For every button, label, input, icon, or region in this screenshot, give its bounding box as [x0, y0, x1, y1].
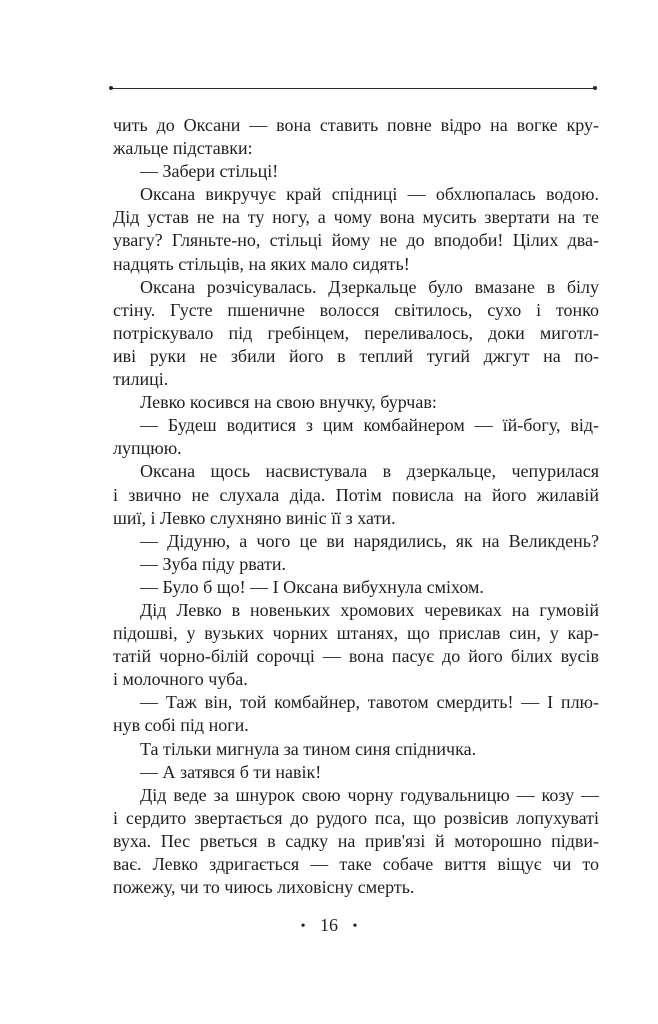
text-line: Дід Левко в новеньких хромових черевиках на гумовій	[140, 599, 599, 620]
text-line: — Таж він, той комбайнер, тавотом смердить! — І плю-	[140, 692, 599, 713]
page-number-bullet-right: •	[352, 919, 358, 934]
text-line: — А затявся б ти навік!	[140, 761, 322, 782]
text-line: — Будеш водитися з цим комбайнером — їй-богу, від-	[140, 415, 599, 436]
body-text	[113, 114, 599, 899]
text-line: Оксана викручує край спідниці — обхлюпалась водою.	[140, 184, 599, 205]
text-line: — Дідуню, а чого це ви нарядились, як на Великдень?	[140, 530, 599, 551]
text-line: тилиці.	[113, 369, 169, 390]
page-number: 16	[320, 915, 338, 935]
text-line: і звично не слухала діда. Потім повисла на його жилавій	[113, 484, 599, 505]
text-line: татій чорно-білій сорочці — вона пасує до його білих вусів	[113, 646, 599, 667]
text-line: Левко косився на свою внучку, бурчав:	[140, 392, 437, 413]
text-line: стіну. Густе пшеничне волосся світилось, сухо і тонко	[113, 299, 599, 320]
text-line: ває. Левко здригається — таке собаче виття віщує чи то	[113, 854, 599, 874]
text-line: шиї, і Левко слухняно виніс її з хати.	[113, 507, 396, 528]
text-line: иві руки не збили його в теплий тугий джгут на по-	[113, 345, 599, 366]
text-line: жальце підставки:	[113, 138, 253, 159]
text-line: нув собі під ноги.	[113, 715, 249, 736]
text-line: потріскувало під гребінцем, переливалось, доки миготл-	[113, 322, 599, 343]
page-footer	[0, 913, 658, 939]
text-line: надцять стільців, на яких мало сидять!	[113, 253, 410, 274]
text-line: підошві, у вузьких чорних штанях, що прислав син, у кар-	[113, 623, 599, 644]
text-line: — Зуба піду рвати.	[140, 553, 287, 574]
text-line: Оксана щось насвистувала в дзеркальце, чепурилася	[140, 461, 599, 482]
text-line: чить до Оксани — вона ставить повне відро на вогке кру-	[113, 115, 599, 135]
text-line: лупцюю.	[113, 438, 182, 459]
text-line: увагу? Гляньте-но, стільці йому не до вподоби! Цілих два-	[113, 230, 599, 251]
text-line: пожежу, чи то чиюсь лиховісну смерть.	[113, 877, 415, 898]
text-line: — Забери стільці!	[140, 161, 279, 182]
header-rule-right-dot	[593, 86, 597, 90]
text-line: — Було б що! — І Оксана вибухнула сміхом.	[140, 576, 484, 597]
page-number-bullet-left: •	[300, 919, 306, 934]
text-line: вуха. Пес рветься в садку на прив'язі й моторошно підви-	[113, 830, 599, 851]
text-line: Оксана розчісувалась. Дзеркальце було вмазане в білу	[140, 276, 599, 297]
text-line: Та тільки мигнула за тином синя спідничка.	[140, 738, 477, 759]
text-line: і молочного чуба.	[113, 669, 248, 690]
header-rule	[110, 88, 596, 89]
text-line: Дід устав не на ту ногу, а чому вона мусить звертати на те	[113, 207, 599, 228]
text-line: Дід веде за шнурок свою чорну годувальницю — козу —	[140, 784, 599, 805]
text-line: і сердито звертається до рудого пса, що розвісив лопухуваті	[113, 807, 599, 828]
